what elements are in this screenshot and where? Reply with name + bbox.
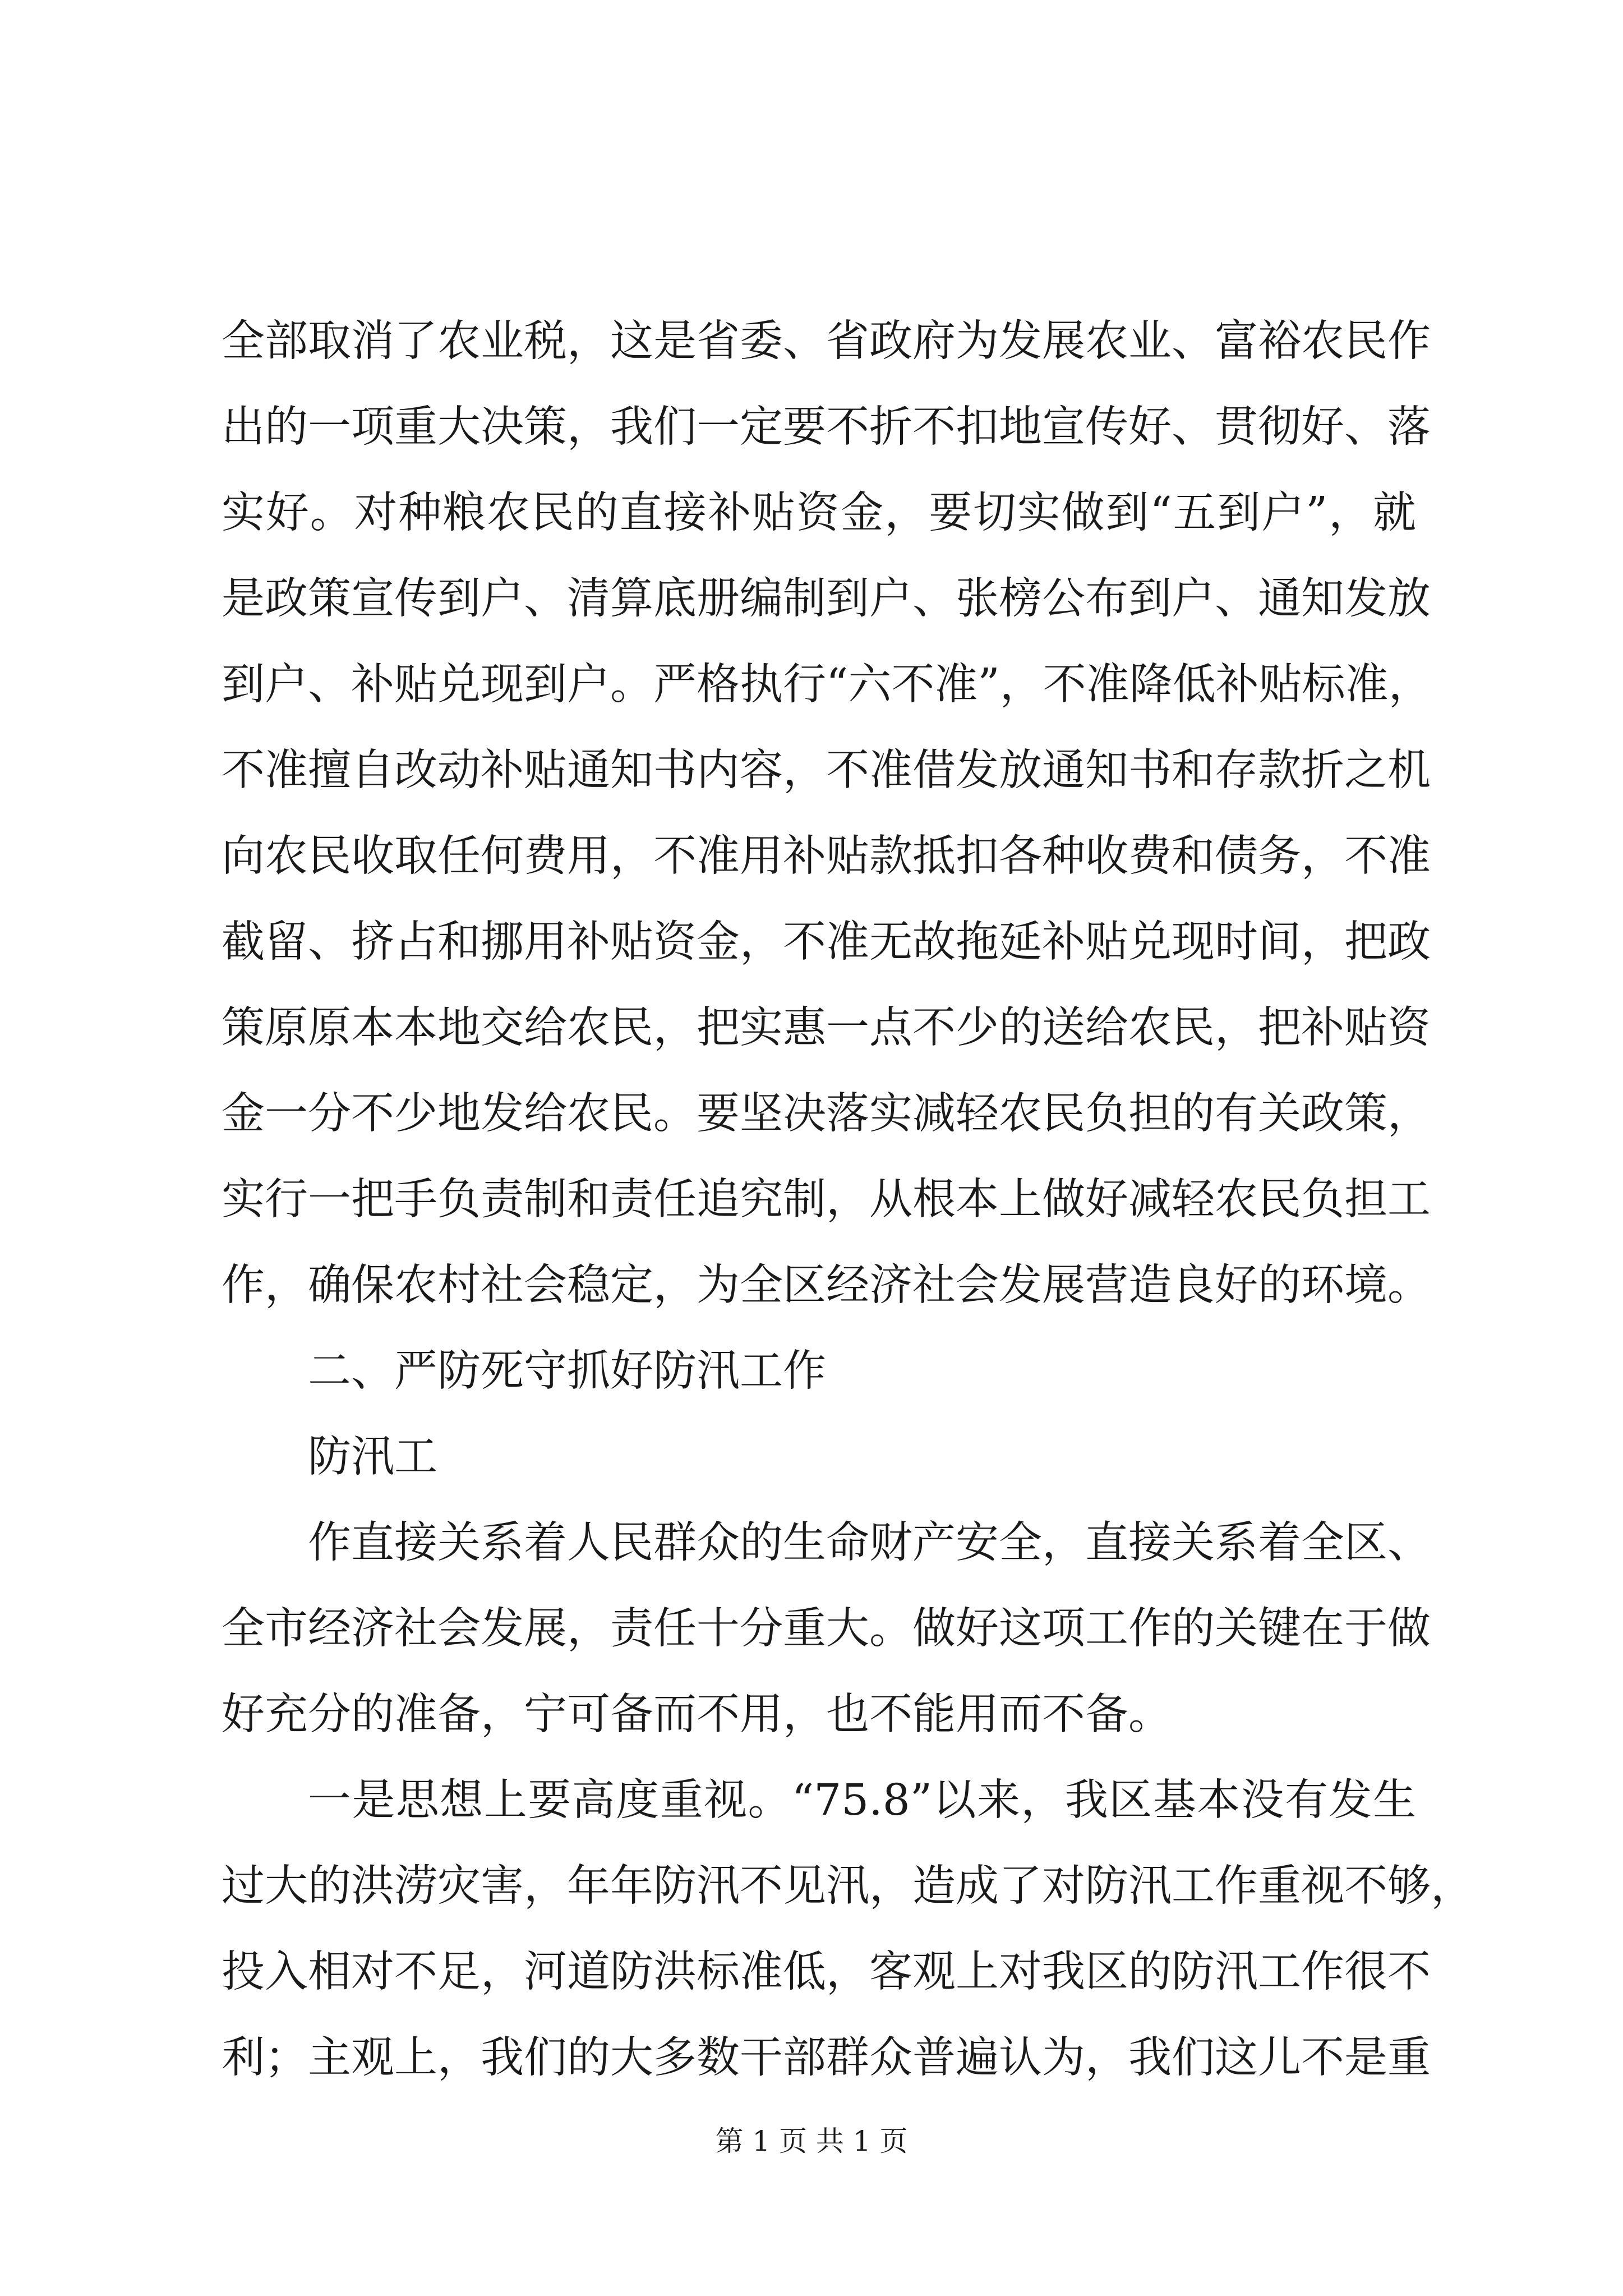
document-body — [222, 298, 1474, 2101]
text-line: 过大的洪涝灾害，年年防汛不见汛，造成了对防汛工作重视不够， — [222, 1861, 1474, 1911]
text-line: 到户、补贴兑现到户。严格执行“六不准”，不准降低补贴标准， — [222, 660, 1432, 710]
paragraph — [222, 1500, 1431, 1757]
paragraph — [222, 1757, 1474, 2101]
paragraph — [222, 1414, 1416, 1500]
text-line: 策原原本本地交给农民，把实惠一点不少的送给农民，把补贴资 — [222, 1003, 1431, 1053]
text-line: 金一分不少地发给农民。要坚决落实减轻农民负担的有关政策， — [222, 1089, 1431, 1139]
paragraph — [222, 298, 1432, 1328]
text-line: 实行一把手负责制和责任追究制，从根本上做好减轻农民负担工 — [222, 1175, 1431, 1225]
text-line: 全部取消了农业税，这是省委、省政府为发展农业、富裕农民作 — [222, 316, 1431, 366]
text-line: 作，确保农村社会稳定，为全区经济社会发展营造良好的环境。 — [222, 1260, 1431, 1310]
text-line: 全市经济社会发展，责任十分重大。做好这项工作的关键在于做 — [222, 1604, 1431, 1654]
text-line: 一是思想上要高度重视。“75.8”以来，我区基本没有发生 — [308, 1775, 1416, 1825]
text-line: 不准擅自改动补贴通知书内容，不准借发放通知书和存款折之机 — [222, 746, 1431, 795]
heading-text: 二、严防死守抓好防汛工作 — [308, 1346, 826, 1396]
text-line: 是政策宣传到户、清算底册编制到户、张榜公布到户、通知发放 — [222, 574, 1431, 624]
text-line: 出的一项重大决策，我们一定要不折不扣地宣传好、贯彻好、落 — [222, 402, 1431, 452]
section-heading — [222, 1328, 1416, 1414]
text-line: 投入相对不足，河道防洪标准低，客观上对我区的防汛工作很不 — [222, 1947, 1431, 1997]
text-line: 防汛工 — [308, 1432, 437, 1482]
text-line: 利；主观上，我们的大多数干部群众普遍认为，我们这儿不是重 — [222, 2033, 1431, 2083]
text-line: 截留、挤占和挪用补贴资金，不准无故拖延补贴兑现时间，把政 — [222, 917, 1431, 967]
page-footer — [0, 2123, 1623, 2159]
text-line: 实好。对种粮农民的直接补贴资金，要切实做到“五到户”，就 — [222, 488, 1416, 538]
text-line: 作直接关系着人民群众的生命财产安全，直接关系着全区、 — [308, 1518, 1431, 1568]
text-line: 好充分的准备，宁可备而不用，也不能用而不备。 — [222, 1690, 1172, 1740]
text-line: 向农民收取任何费用，不准用补贴款抵扣各种收费和债务，不准 — [222, 831, 1431, 881]
page-number: 第 1 页 共 1 页 — [715, 2125, 908, 2157]
